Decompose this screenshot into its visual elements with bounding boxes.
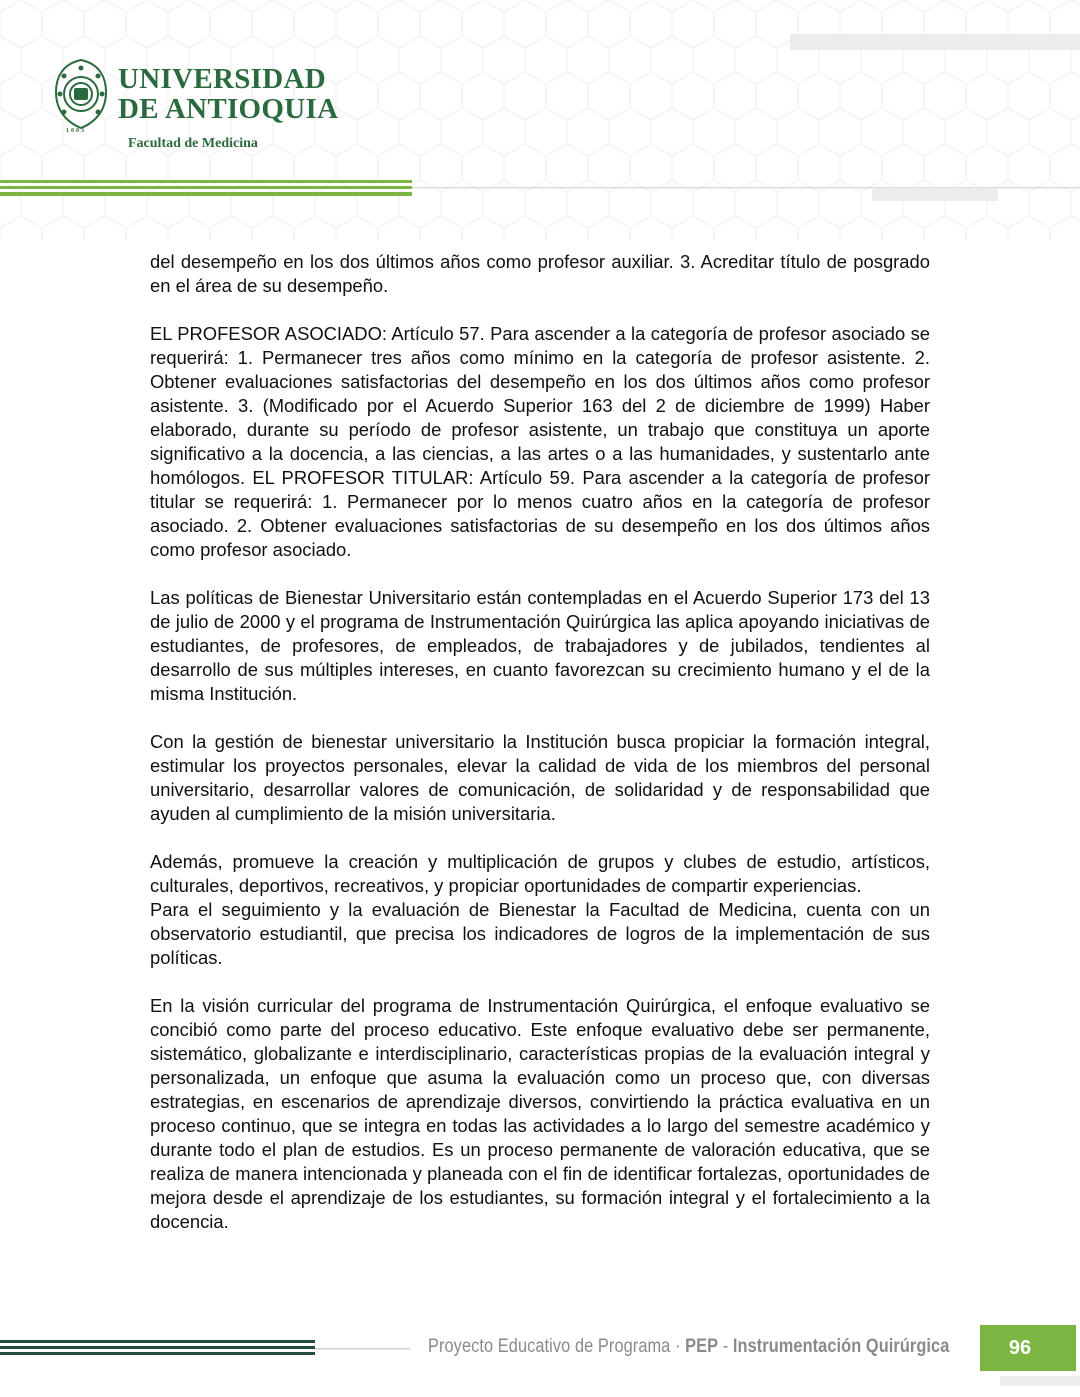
footer-gray-bar	[1000, 1376, 1080, 1386]
university-seal-icon	[52, 58, 110, 130]
paragraph: Para el seguimiento y la evaluación de Bienestar la Facultad de Medicina, cuenta con un observatorio estudiantil, que precisa los indicadores de logros de la implementación de sus políticas.	[150, 899, 930, 968]
paragraph: del desempeño en los dos últimos años como profesor auxiliar. 3. Acreditar título de posgrado en el área de su desempeño.	[150, 251, 930, 296]
footer-separator: -	[718, 1336, 733, 1357]
header-divider	[0, 180, 1080, 202]
footer-doc-abbr: PEP	[685, 1336, 719, 1357]
page-number: 96	[980, 1325, 1076, 1371]
paragraph: Las políticas de Bienestar Universitario están contempladas en el Acuerdo Superior 173 del 13 de julio de 2000 y el programa de Instrumentación Quirúrgica las aplica apoyando iniciativas de estudiantes, de profesores, de empleados, de trabajadores y de jubilados, tendientes al desarrollo de sus múltiples intereses, en cuanto favorezcan su crecimiento humano y el de la misma Institución.	[150, 587, 930, 704]
university-name-line2: DE ANTIOQUIA	[118, 93, 339, 125]
footer-divider	[0, 1338, 420, 1360]
faculty-name: Facultad de Medicina	[128, 136, 258, 151]
header-gray-bar	[790, 34, 1080, 50]
paragraph: Además, promueve la creación y multiplicación de grupos y clubes de estudio, artísticos, culturales, deportivos, recreativos, y propiciar oportunidades de compartir experiencias.	[150, 851, 930, 896]
university-name	[118, 64, 338, 124]
footer-doc-title: Proyecto Educativo de Programa ·	[428, 1336, 686, 1357]
university-name-line1: UNIVERSIDAD	[118, 63, 326, 95]
seal-year: 1803	[66, 128, 86, 134]
document-body	[150, 250, 930, 1258]
paragraph: EL PROFESOR ASOCIADO: Artículo 57. Para ascender a la categoría de profesor asociado se requerirá: 1. Permanecer tres años como mínimo en la categoría de profesor asistente. 2. Obtener evaluaciones satisfactorias del desempeño en los dos últimos años como profesor asistente. 3. (Modificado por el Acuerdo Superior 163 del 2 de diciembre de 1999) Haber elaborado, durante su período de profesor asistente, un trabajo que constituya un aporte significativo a la docencia, a las ciencias, a las artes o a las humanidades, y sustentarlo ante homólogos. EL PROFESOR TITULAR: Artículo 59. Para ascender a la categoría de profesor titular se requerirá: 1. Permanecer por lo menos cuatro años en la categoría de profesor asociado. 2. Obtener evaluaciones satisfactorias de su desempeño en los dos últimos años como profesor asociado.	[150, 323, 930, 560]
footer-program-name: Instrumentación Quirúrgica	[732, 1336, 950, 1357]
paragraph: En la visión curricular del programa de Instrumentación Quirúrgica, el enfoque evaluativo se concibió como parte del proceso educativo. Este enfoque evaluativo debe ser permanente, sistemático, globalizante e interdisciplinario, características propias de la evaluación integral y personalizada, un enfoque que asuma la evaluación como un proceso que, con diversas estrategias, en escenarios de aprendizaje diversos, convirtiendo la práctica evaluativa en un proceso continuo, que se integra en todas las actividades a lo largo del semestre académico y durante todo el plan de estudios. Es un proceso permanente de valoración educativa, que se realiza de manera intencionada y planeada con el fin de identificar fortalezas, oportunidades de mejora desde el aprendizaje de los estudiantes, su formación integral y el fortalecimiento a la docencia.	[150, 995, 930, 1232]
paragraph: Con la gestión de bienestar universitario la Institución busca propiciar la formación integral, estimular los proyectos personales, elevar la calidad de vida de los miembros del personal universitario, desarrollar valores de comunicación, de solidaridad y de responsabilidad que ayuden al cumplimiento de la misión universitaria.	[150, 731, 930, 824]
footer-document-title	[428, 1336, 949, 1358]
